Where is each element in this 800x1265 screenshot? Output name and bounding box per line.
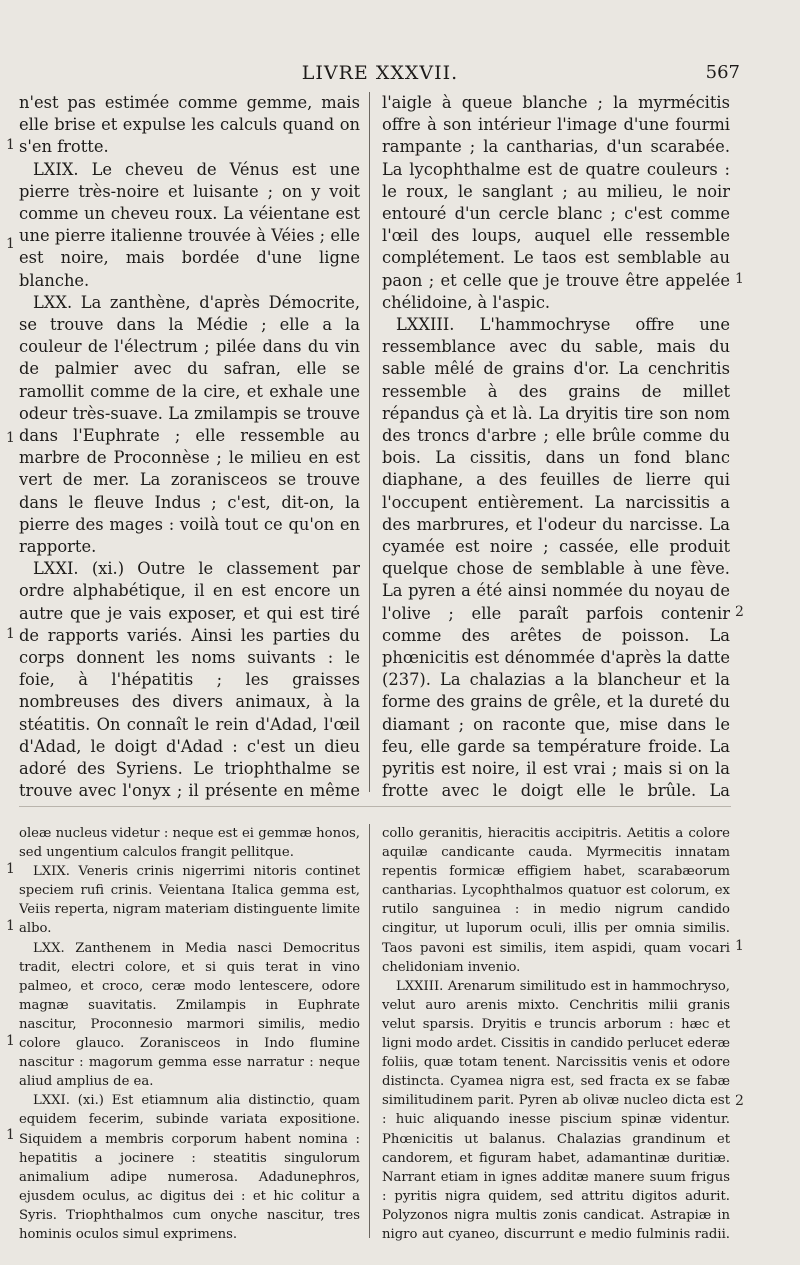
french-paragraph: l'aigle à queue blanche ; la myrmécitis offre à son intérieur l'image d'une fourmi rampante ; la cantharias, d'un scarabée. La lycophthalme est de quatre couleurs : le roux, le sanglant ; au milieu, le noir entouré d'un cercle blanc ; c'est comme l'œil des loups, auquel elle ressemble complétement. Le taos est semblable au paon ; et celle que je trouve être appelée chélidoine, à l'aspic. bbox=[382, 93, 730, 312]
latin-paragraph-lxxiii: LXXIII. Arenarum similitudo est in hammochryso, velut auro arenis mixto. Cenchritis milii granis velut sparsis. Dryitis e truncis arborum : hæc et ligni modo ardet. Cissitis in candido perlucet ederæ foliis, quæ totam tenent. Narcissitis venis et odore distincta. Cyamea nigra est, sed fracta ex se fabæ similitudinem parit. Pyren ab olivæ nucleo dicta est : huic aliquando inesse piscium spinæ videntur. Phœnicitis ut balanus. Chalazias grandinum et candorem, et figuram habet, adamantinæ duritiæ. Narrant etiam in ignes additæ manere suum frigus : pyritis nigra quidem, sed attritu digitos adurit. Polyzonos nigra multis zonis candicat. Astrapiæ in nigro aut cyaneo, discurrunt e medio fulminis radii. bbox=[382, 978, 730, 1242]
latin-paragraph-lxxi: LXXI. (xi.) Est etiamnum alia distinctio, quam equidem fecerim, subinde variata expositione. Siquidem a membris corporum habent nomina : hepatitis a jocinere : steatitis singulorum animalium adipe numerosa. Adadunephros, ejusdem oculus, ac digitus dei : et hic colitur a Syris. Triophthalmos cum onyche nascitur, tres hominis oculos simul exprimens. bbox=[19, 1093, 360, 1242]
margin-marker: 1 bbox=[735, 938, 744, 954]
latin-column-left bbox=[19, 824, 360, 1244]
margin-marker: 1 bbox=[6, 430, 15, 446]
latin-column-right bbox=[382, 824, 730, 1244]
running-title: LIVRE XXXVII. bbox=[301, 62, 459, 84]
margin-marker: 2 bbox=[735, 1093, 744, 1109]
latin-paragraph: collo geranitis, hieracitis accipitris. Aetitis a colore aquilæ candicante cauda. Myrmecitis innatam repentis formicæ effigiem habet, scarabæorum cantharias. Lycophthalmos quatuor est colorum, ex rutilo sanguinea : in medio nigrum candido cingitur, ut luporum oculi, illis per omnia similis. Taos pavoni est similis, item aspidi, quam vocari chelidoniam invenio. bbox=[382, 826, 730, 975]
page-number: 567 bbox=[705, 62, 740, 83]
column-rule bbox=[369, 92, 370, 792]
margin-marker: 1 bbox=[6, 137, 15, 153]
margin-marker: 1 bbox=[6, 918, 15, 934]
section-divider bbox=[19, 806, 731, 807]
french-column-right bbox=[382, 92, 730, 800]
margin-marker: 1 bbox=[6, 236, 15, 252]
column-rule bbox=[369, 824, 370, 1238]
page-header bbox=[20, 58, 740, 88]
margin-marker: 1 bbox=[6, 1127, 15, 1143]
latin-paragraph-lxix: LXIX. Veneris crinis nigerrimi nitoris continet speciem rufi crinis. Veientana Italica gemma est, Veiis reperta, nigram materiam distinguente limite albo. bbox=[19, 864, 360, 937]
french-paragraph-lxx: LXX. La zanthène, d'après Démocrite, se trouve dans la Médie ; elle a la couleur de l'électrum ; pilée dans du vin de palmier avec du safran, elle se ramollit comme de la cire, et exhale une odeur très-suave. La zmilampis se trouve dans l'Euphrate ; elle ressemble au marbre de Proconnèse ; le milieu en est vert de mer. La zoranisceos se trouve dans le fleuve Indus ; c'est, dit-on, la pierre des mages : voilà tout ce qu'on en rapporte. bbox=[19, 292, 360, 557]
margin-marker: 1 bbox=[6, 626, 15, 642]
margin-marker: 1 bbox=[735, 271, 744, 287]
french-paragraph-lxix: LXIX. Le cheveu de Vénus est une pierre très-noire et luisante ; on y voit comme un cheveu roux. La véientane est une pierre italienne trouvée à Véies ; elle est noire, mais bordée d'une ligne blanche. bbox=[19, 159, 360, 290]
french-paragraph: n'est pas estimée comme gemme, mais elle brise et expulse les calculs quand on s'en frotte. bbox=[19, 93, 360, 157]
margin-marker: 2 bbox=[735, 604, 744, 620]
french-paragraph-lxxiii: LXXIII. L'hammochryse offre une ressemblance avec du sable, mais du sable mêlé de grains d'or. La cenchritis ressemble à des grains de millet répandus çà et là. La dryitis tire son nom des troncs d'arbre ; elle brûle comme du bois. La cissitis, dans un fond blanc diaphane, a des feuilles de lierre qui l'occupent entièrement. La narcissitis a des marbrures, et l'odeur du narcisse. La cyamée est noire ; cassée, elle produit quelque chose de semblable à une fève. La pyren a été ainsi nommée du noyau de l'olive ; elle paraît parfois contenir comme des arêtes de poisson. La phœnicitis est dénommée d'après la datte (237). La chalazias a la blancheur et la forme des grains de grêle, et la dureté du diamant ; on raconte que, mise dans le feu, elle garde sa température froide. La pyritis est noire, il est vrai ; mais si on la frotte avec le doigt elle le brûle. La bbox=[382, 315, 730, 800]
french-paragraph-lxxi: LXXI. (xi.) Outre le classement par ordre alphabétique, il en est encore un autre que je vais exposer, et qui est tiré de rapports variés. Ainsi les parties du corps donnent les noms suivants : le foie, à l'hépatitis ; les graisses nombreuses des divers animaux, à la stéatitis. On connaît le rein d'Adad, l'œil d'Adad, le doigt d'Adad : c'est un dieu adoré des Syriens. Le triophthalme se trouve avec l'onyx ; il présente en même bbox=[19, 559, 360, 800]
french-column-left bbox=[19, 92, 360, 800]
latin-paragraph-lxx: LXX. Zanthenem in Media nasci Democritus tradit, electri colore, et si quis terat in vino palmeo, et croco, ceræ modo lentescere, odore magnæ suavitatis. Zmilampis in Euphrate nascitur, Proconnesio marmori similis, medio colore glauco. Zoranisceos in Indo flumine nascitur : magorum gemma esse narratur : neque aliud amplius de ea. bbox=[19, 940, 360, 1090]
latin-paragraph: oleæ nucleus videtur : neque est ei gemmæ honos, sed ungentium calculos frangit pellitque. bbox=[19, 826, 360, 861]
margin-marker: 1 bbox=[6, 1033, 15, 1049]
margin-marker: 1 bbox=[6, 861, 15, 877]
